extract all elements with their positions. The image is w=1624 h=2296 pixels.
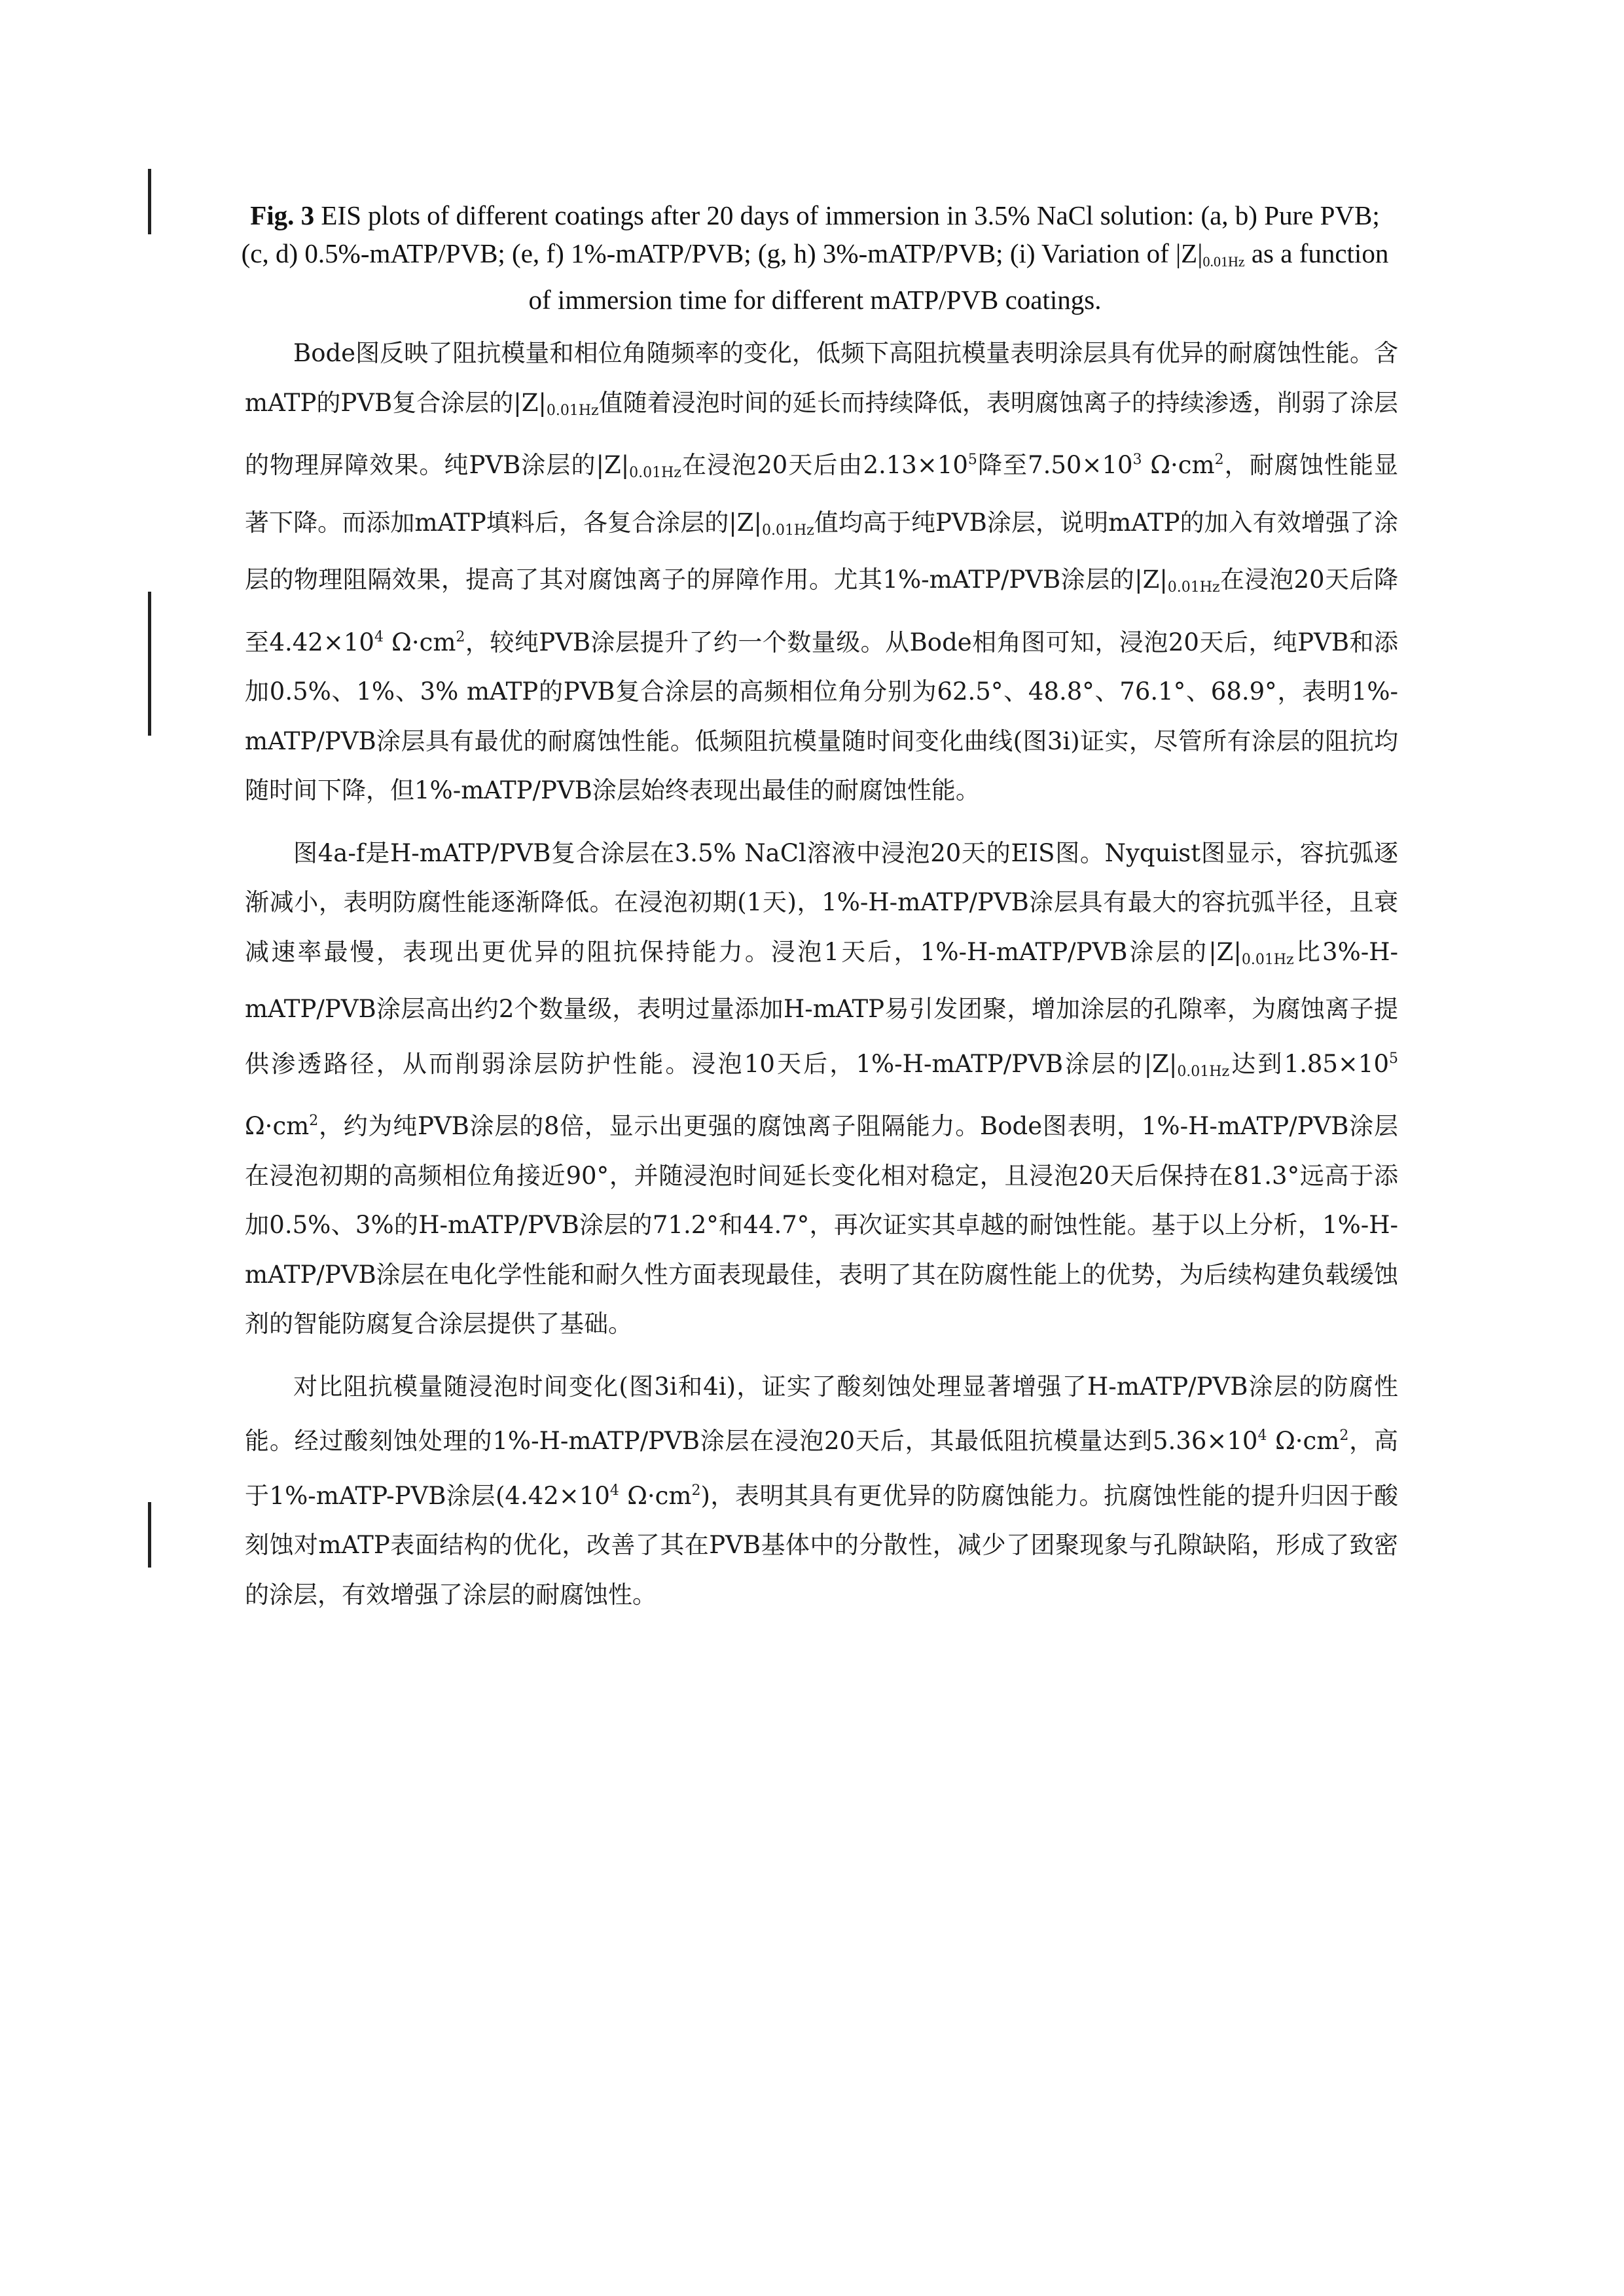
superscript: 3	[1132, 452, 1142, 468]
p1-text: ，较纯PVB涂层提升了约一个数量级。从Bode相角图可知，浸泡20天后，纯PVB和添加0.5%、1%、3% mATP的PVB复合涂层的高频相位角分别为62.5°、48.8°、76.1°、68.9°，表明1%-mATP/PVB涂层具有最优的耐腐蚀性能。低频阻抗模量随时间变化曲线(图3i)证实，尽管所有涂层的阻抗均随时间下降，但1%-mATP/PVB涂层始终表现出最佳的耐腐蚀性能。	[245, 628, 1398, 804]
subscript: 0.01Hz	[629, 465, 681, 481]
subscript: 0.01Hz	[1177, 1063, 1230, 1080]
p1-text: 值均高于纯PVB涂层，说明mATP的加入有效增强了涂层的物理阻隔效果，提高了其对腐蚀离子的屏障作用。尤其1%-mATP/PVB涂层的|Z|	[245, 508, 1398, 594]
caption-label: Fig. 3	[250, 200, 315, 230]
p1-text: 在浸泡20天后降至4.42×10	[245, 565, 1398, 656]
p2-text: 达到1.85×10	[1229, 1049, 1389, 1078]
p2-text: 比3%-H-mATP/PVB涂层高出约2个数量级，表明过量添加H-mATP易引发团聚，增加涂层的孔隙率，为腐蚀离子提供渗透路径，从而削弱涂层防护性能。浸泡10天后，1%-H-mATP/PVB涂层的|Z|	[245, 937, 1398, 1078]
change-bar-caption	[148, 169, 151, 234]
p1-text: Ω·cm	[1142, 451, 1215, 479]
superscript: 2	[1214, 452, 1224, 468]
p1-text: ，耐腐蚀性能显著下降。而添加mATP填料后，各复合涂层的|Z|	[245, 451, 1398, 537]
p1-text: 值随着浸泡时间的延长而持续降低，表明腐蚀离子的持续渗透，削弱了涂层的物理屏障效果。纯PVB涂层的|Z|	[245, 388, 1398, 479]
p3-text: Ω·cm	[1267, 1427, 1340, 1455]
caption-text: EIS plots of different coatings after 20 days of immersion in 3.5% NaCl solution: (a, b) Pure PVB; (c, d) 0.5%-mATP/PVB; (e, f) 1%-mATP/PVB; (g, h) 3%-mATP/PVB; (i) Variation of |Z|	[241, 200, 1380, 268]
change-bar-paragraph-1	[148, 592, 151, 736]
superscript: 2	[456, 628, 465, 645]
p2-text: ，约为纯PVB涂层的8倍，显示出更强的腐蚀离子阻隔能力。Bode图表明，1%-H-mATP/PVB涂层在浸泡初期的高频相位角接近90°，并随浸泡时间延长变化相对稳定，且浸泡20天后保持在81.3°远高于添加0.5%、3%的H-mATP/PVB涂层的71.2°和44.7°，再次证实其卓越的耐蚀性能。基于以上分析，1%-H-mATP/PVB涂层在电化学性能和耐久性方面表现最佳，表明了其在防腐性能上的优势，为后续构建负载缓蚀剂的智能防腐复合涂层提供了基础。	[245, 1112, 1398, 1338]
superscript: 4	[374, 628, 384, 645]
p2-text: Ω·cm	[245, 1112, 310, 1140]
paragraph-3	[245, 1362, 1398, 1620]
p1-text: Bode图反映了阻抗模量和相位角随频率的变化，低频下高阻抗模量表明涂层具有优异的耐腐蚀性能。含mATP的PVB复合涂层的|Z|	[245, 339, 1398, 417]
p1-text: Ω·cm	[383, 628, 456, 656]
superscript: 5	[967, 452, 977, 468]
p3-text: ，高于1%-mATP-PVB涂层(4.42×10	[245, 1427, 1399, 1510]
superscript: 4	[609, 1482, 619, 1499]
change-bar-paragraph-3	[148, 1502, 151, 1568]
p3-text: )，表明其具有更优异的防腐蚀能力。抗腐蚀性能的提升归因于酸刻蚀对mATP表面结构的优化，改善了其在PVB基体中的分散性，减少了团聚现象与孔隙缺陷，形成了致密的涂层，有效增强了涂层的耐腐蚀性。	[245, 1481, 1398, 1609]
paragraph-1	[245, 329, 1398, 816]
figure-caption	[236, 196, 1394, 319]
caption-subscript: 0.01Hz	[1202, 253, 1245, 270]
superscript: 2	[691, 1482, 701, 1499]
subscript: 0.01Hz	[546, 402, 599, 419]
subscript: 0.01Hz	[1167, 579, 1220, 596]
superscript: 2	[309, 1113, 319, 1129]
p2-text: 图4a-f是H-mATP/PVB复合涂层在3.5% NaCl溶液中浸泡20天的EIS图。Nyquist图显示，容抗弧逐渐减小，表明防腐性能逐渐降低。在浸泡初期(1天)，1%-H-mATP/PVB涂层具有最大的容抗弧半径，且衰减速率最慢，表现出更优异的阻抗保持能力。浸泡1天后，1%-H-mATP/PVB涂层的|Z|	[245, 838, 1398, 966]
caption-text-end: as a function of immersion time for different mATP/PVB coatings.	[528, 238, 1389, 315]
p3-text: Ω·cm	[619, 1481, 692, 1510]
p1-text: 在浸泡20天后由2.13×10	[681, 451, 968, 479]
superscript: 5	[1389, 1050, 1398, 1067]
p1-text: 降至7.50×10	[977, 451, 1133, 479]
body-text	[245, 329, 1398, 1632]
subscript: 0.01Hz	[761, 522, 814, 539]
superscript: 4	[1257, 1427, 1267, 1444]
p3-text: 对比阻抗模量随浸泡时间变化(图3i和4i)，证实了酸刻蚀处理显著增强了H-mATP/PVB涂层的防腐性能。经过酸刻蚀处理的1%-H-mATP/PVB涂层在浸泡20天后，其最低阻抗模量达到5.36×10	[245, 1372, 1398, 1455]
paragraph-2	[245, 829, 1398, 1349]
subscript: 0.01Hz	[1241, 951, 1294, 968]
superscript: 2	[1339, 1427, 1349, 1444]
